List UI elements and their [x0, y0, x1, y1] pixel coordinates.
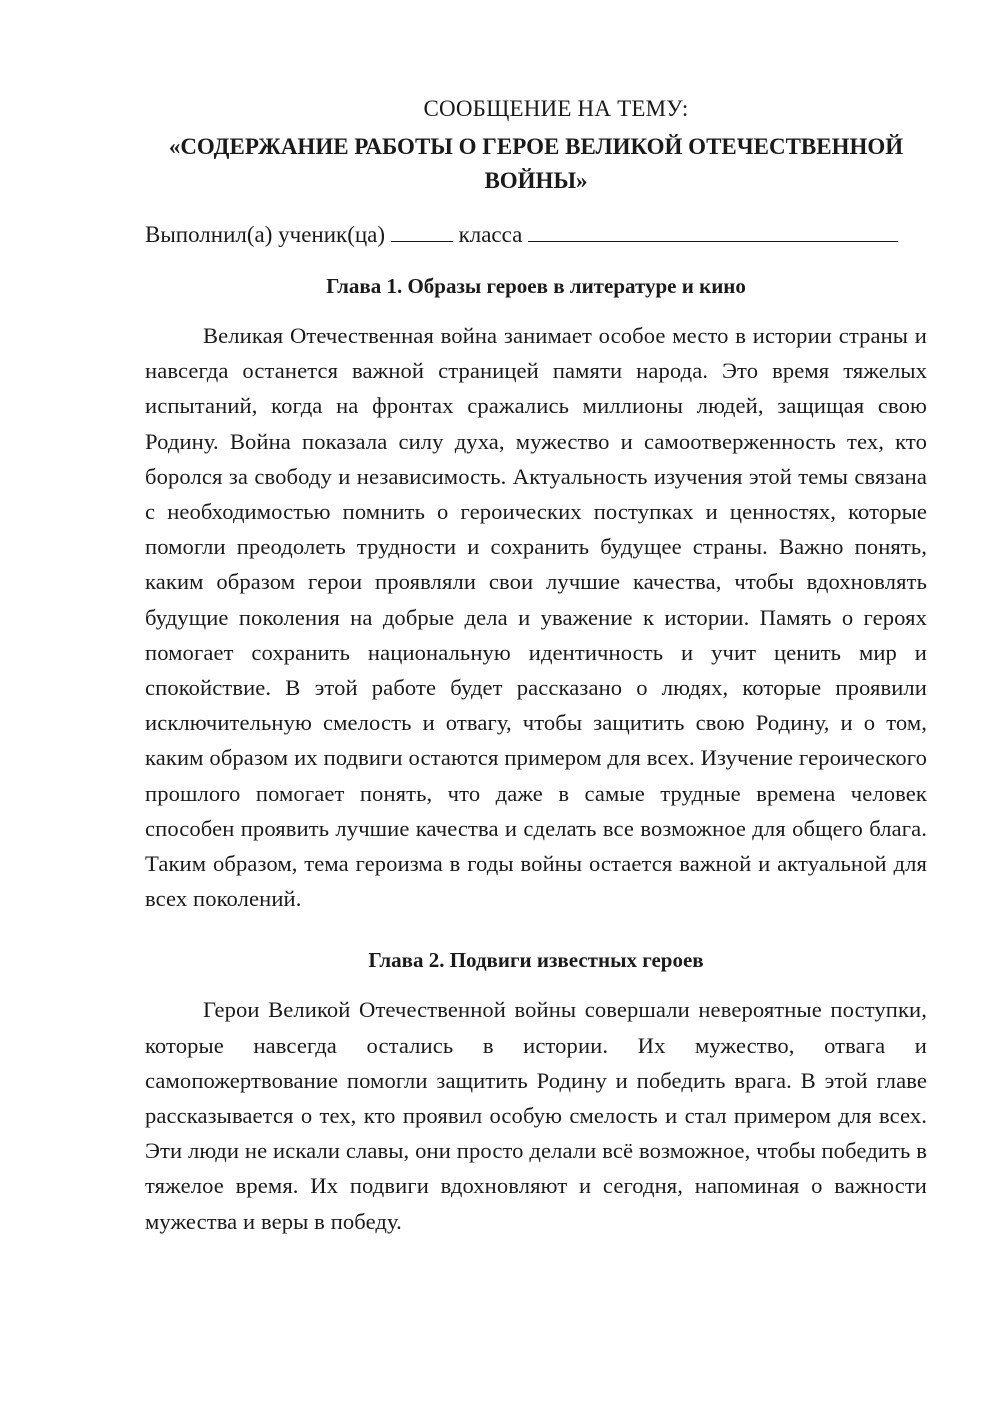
document-content	[145, 92, 927, 1239]
author-line-middle: класса	[458, 222, 523, 247]
author-line-prefix: Выполнил(а) ученик(ца)	[145, 222, 386, 247]
chapter-1-text: Великая Отечественная война занимает особое место в истории страны и навсегда останется важной страницей памяти народа. Это время тяжелых испытаний, когда на фронтах сражались миллионы людей, защищая свою Родину. Война показала силу духа, мужество и самоотверженность тех, кто боролся за свободу и независимость. Актуальность изучения этой темы связана с необходимостью помнить о героических поступках и ценностях, которые помогли преодолеть трудности и сохранить будущее страны. Важно понять, каким образом герои проявляли свои лучшие качества, чтобы вдохновлять будущие поколения на добрые дела и уважение к истории. Память о героях помогает сохранить национальную идентичность и учит ценить мир и спокойствие. В этой работе будет рассказано о людях, которые проявили исключительную смелость и отвагу, чтобы защитить свою Родину, и о том, каким образом их подвиги остаются примером для всех. Изучение героического прошлого помогает понять, что даже в самые трудные времена человек способен проявить лучшие качества и сделать все возможное для общего блага. Таким образом, тема героизма в годы войны остается важной и актуальной для всех поколений.	[145, 323, 927, 912]
chapter-2-title: Глава 2. Подвиги известных героев	[368, 948, 704, 973]
document-title: «СОДЕРЖАНИЕ РАБОТЫ О ГЕРОЕ ВЕЛИКОЙ ОТЕЧЕСТВЕННОЙ ВОЙНЫ»	[168, 134, 904, 193]
chapter-1-title: Глава 1. Образы героев в литературе и кино	[326, 274, 746, 298]
author-line	[145, 218, 927, 252]
document-header: СООБЩЕНИЕ НА ТЕМУ:	[423, 96, 689, 121]
grade-blank	[391, 219, 453, 242]
name-blank	[528, 219, 898, 242]
chapter-2-text: Герои Великой Отечественной войны совершали невероятные поступки, которые навсегда остались в истории. Их мужество, отвага и самопожертвование помогли защитить Родину и победить врага. В этой главе рассказывается о тех, кто проявил особую смелость и стал примером для всех. Эти люди не искали славы, они просто делали всё возможное, чтобы победить в тяжелое время. Их подвиги вдохновляют и сегодня, напоминая о важности мужества и веры в победу.	[145, 997, 927, 1234]
